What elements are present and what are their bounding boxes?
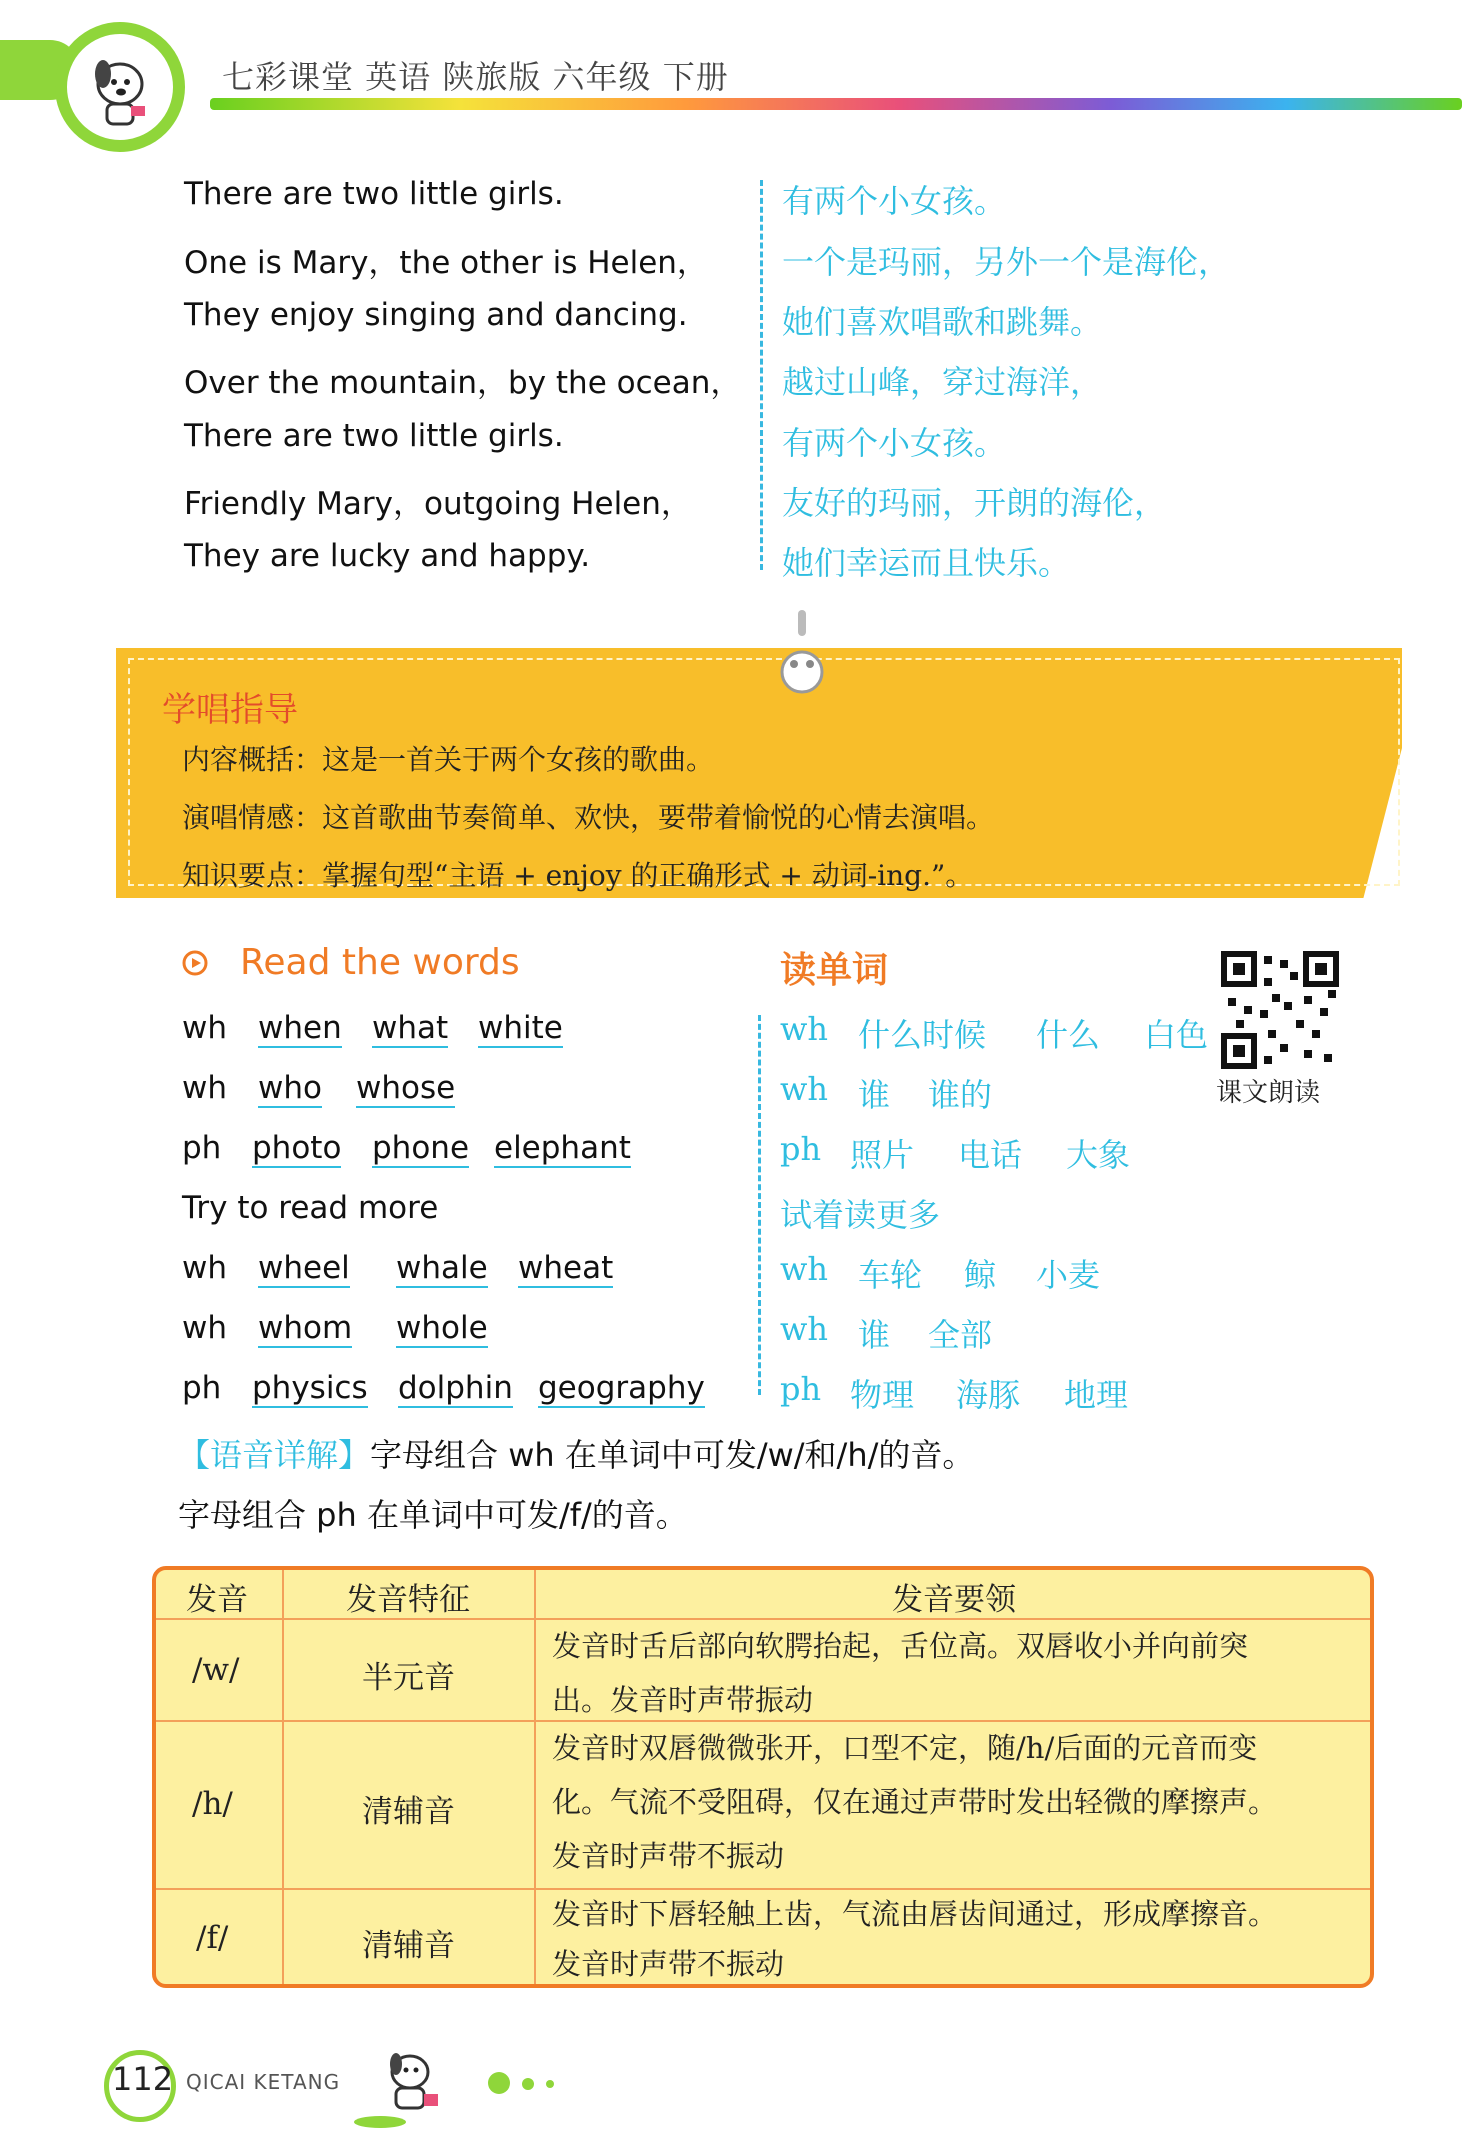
table-desc: 发音时双唇微微张开，口型不定，随/h/后面的元音而变: [552, 1731, 1258, 1765]
footer-mascot-icon: [350, 2036, 460, 2136]
word-cn: 大象: [1066, 1136, 1131, 1174]
table-header: 发音: [186, 1582, 248, 1618]
table-rule: [534, 1570, 536, 1984]
word: geography: [538, 1370, 705, 1406]
song-line-en: Over the mountain，by the ocean，: [184, 365, 742, 401]
phonics-key: wh: [182, 1250, 228, 1286]
word: elephant: [494, 1130, 631, 1166]
phonics-key: wh: [182, 1010, 228, 1046]
qr-code-label: 课文朗读: [1216, 1078, 1321, 1108]
table-feature: 清辅音: [362, 1928, 455, 1964]
phonics-text-1: 字母组合 wh 在单词中可发/w/和/h/的音。: [370, 1436, 975, 1474]
phonics-key: ph: [182, 1130, 222, 1166]
song-line-cn: 她们幸运而且快乐。: [782, 544, 1071, 582]
word: photo: [252, 1130, 342, 1166]
mascot-badge: [55, 22, 185, 152]
song-line-cn: 越过山峰，穿过海洋，: [782, 363, 1103, 401]
page-header-title: 七彩课堂 英语 陕旅版 六年级 下册: [222, 58, 729, 96]
word-cn: 鲸: [964, 1256, 997, 1294]
word-cn: 什么: [1036, 1016, 1101, 1054]
read-the-words-title: Read the words: [240, 942, 520, 983]
word-cn: 海豚: [956, 1376, 1021, 1414]
word: whale: [396, 1250, 488, 1286]
footer-dot: [488, 2072, 510, 2094]
word: white: [478, 1010, 563, 1046]
page-number: 112: [112, 2060, 174, 2098]
word: when: [258, 1010, 342, 1046]
words-divider: [758, 1015, 761, 1395]
song-line-cn: 一个是玛丽，另外一个是海伦，: [782, 243, 1231, 281]
footer-dot: [546, 2080, 554, 2088]
word: what: [372, 1010, 449, 1046]
singing-guide-title: 学唱指导: [162, 690, 298, 730]
table-desc: 化。气流不受阻碍，仅在通过声带时发出轻微的摩擦声。: [552, 1785, 1278, 1819]
song-line-en: They enjoy singing and dancing.: [184, 297, 688, 333]
hanger-clip-icon: [780, 610, 824, 710]
pronunciation-table: [152, 1566, 1374, 1988]
phonics-key: ph: [182, 1370, 222, 1406]
table-sound: /h/: [192, 1786, 233, 1822]
song-divider: [760, 180, 763, 570]
phonics-key-cn: ph: [780, 1130, 822, 1168]
word-cn: 什么时候: [858, 1016, 987, 1054]
word-cn: 全部: [928, 1316, 993, 1354]
song-line-cn: 有两个小女孩。: [782, 424, 1007, 462]
word: wheel: [258, 1250, 350, 1286]
table-rule: [156, 1618, 1370, 1620]
word-cn: 小麦: [1036, 1256, 1101, 1294]
table-desc: 出。发音时声带振动: [552, 1683, 814, 1717]
play-circle-icon: [182, 950, 208, 976]
guide-key-point: 知识要点：掌握句型“主语 + enjoy 的正确形式 + 动词-ing.”。: [182, 859, 974, 892]
song-line-cn: 友好的玛丽，开朗的海伦，: [782, 484, 1167, 522]
table-desc: 发音时声带不振动: [552, 1839, 785, 1873]
phonics-key-cn: wh: [780, 1310, 828, 1348]
song-line-cn: 她们喜欢唱歌和跳舞。: [782, 303, 1103, 341]
phonics-key: wh: [182, 1310, 228, 1346]
phonics-key-cn: ph: [780, 1370, 822, 1408]
word: who: [258, 1070, 322, 1106]
word-cn: 车轮: [858, 1256, 923, 1294]
word-cn: 谁: [858, 1076, 891, 1114]
word-cn: 谁: [858, 1316, 891, 1354]
phonics-tag: 【语音详解】: [178, 1436, 371, 1474]
table-sound: /w/: [192, 1652, 240, 1688]
word: wheat: [518, 1250, 614, 1286]
guide-summary: 内容概括：这是一首关于两个女孩的歌曲。: [182, 743, 715, 776]
try-more-cn-title: 试着读更多: [780, 1196, 941, 1234]
word-cn: 地理: [1064, 1376, 1129, 1414]
table-rule: [156, 1888, 1370, 1890]
word-cn: 照片: [850, 1136, 915, 1174]
header-rainbow-line: [210, 98, 1462, 110]
song-line-en: One is Mary，the other is Helen，: [184, 245, 708, 281]
word: whom: [258, 1310, 353, 1346]
phonics-explanation-2: 字母组合 ph 在单词中可发/f/的音。: [178, 1496, 688, 1534]
try-more-title: Try to read more: [182, 1190, 439, 1226]
song-line-en: There are two little girls.: [184, 418, 564, 454]
read-words-cn-title: 读单词: [780, 949, 889, 991]
table-sound: /f/: [196, 1920, 229, 1956]
phonics-key-cn: wh: [780, 1010, 828, 1048]
word: phone: [372, 1130, 470, 1166]
table-feature: 清辅音: [362, 1794, 455, 1830]
word: dolphin: [398, 1370, 513, 1406]
table-rule: [282, 1570, 284, 1984]
qr-code-icon[interactable]: [1220, 950, 1340, 1070]
table-desc: 发音时下唇轻触上齿，气流由唇齿间通过，形成摩擦音。: [552, 1897, 1278, 1931]
phonics-key: wh: [182, 1070, 228, 1106]
phonics-explanation-1: [178, 1430, 974, 1476]
word: whole: [396, 1310, 488, 1346]
word-cn: 电话: [958, 1136, 1023, 1174]
word: whose: [356, 1070, 456, 1106]
table-desc: 发音时声带不振动: [552, 1947, 785, 1981]
word: physics: [252, 1370, 368, 1406]
song-line-cn: 有两个小女孩。: [782, 182, 1007, 220]
word-cn: 白色: [1144, 1016, 1209, 1054]
song-line-en: They are lucky and happy.: [184, 538, 591, 574]
table-header: 发音要领: [892, 1582, 1016, 1618]
word-cn: 物理: [850, 1376, 915, 1414]
footer-brand: QICAI KETANG: [186, 2070, 341, 2094]
table-desc: 发音时舌后部向软腭抬起，舌位高。双唇收小并向前突: [552, 1629, 1249, 1663]
song-line-en: Friendly Mary，outgoing Helen，: [184, 486, 692, 522]
phonics-key-cn: wh: [780, 1250, 828, 1288]
footer-dot: [522, 2078, 534, 2090]
guide-emotion: 演唱情感：这首歌曲节奏简单、欢快，要带着愉悦的心情去演唱。: [182, 801, 995, 834]
word-cn: 谁的: [928, 1076, 993, 1114]
phonics-key-cn: wh: [780, 1070, 828, 1108]
table-rule: [156, 1720, 1370, 1722]
table-feature: 半元音: [362, 1660, 455, 1696]
table-header: 发音特征: [346, 1582, 470, 1618]
mascot-dog-icon: [67, 34, 173, 140]
song-line-en: There are two little girls.: [184, 176, 564, 212]
